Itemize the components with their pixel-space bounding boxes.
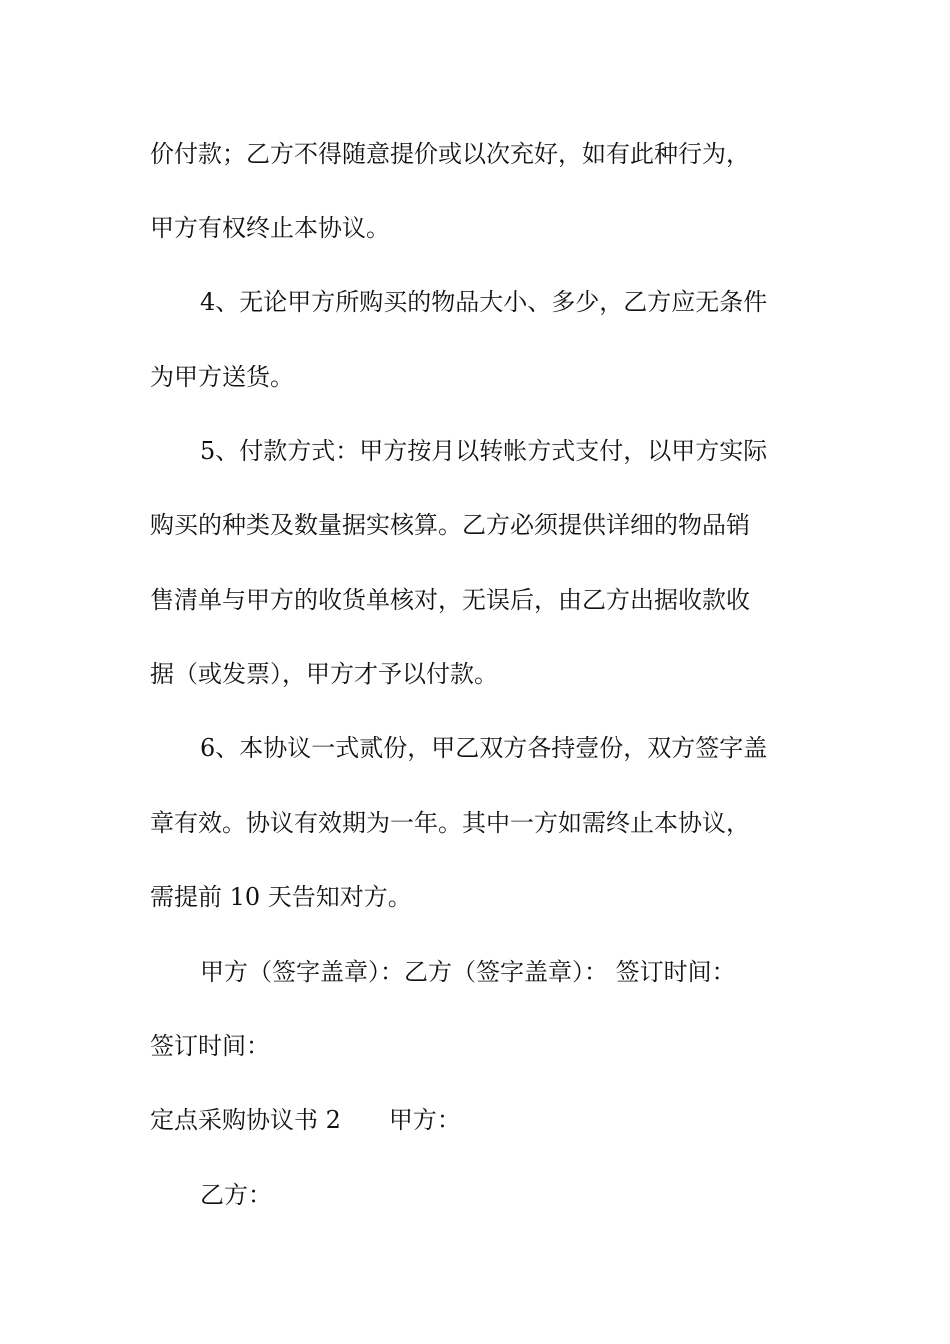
clause-6-line-1: 6、本协议一式贰份，甲乙双方各持壹份，双方签字盖 [200, 734, 768, 762]
clause-4-line-1: 4、无论甲方所购买的物品大小、多少，乙方应无条件 [200, 288, 768, 316]
clause-5-line-4: 据（或发票），甲方才予以付款。 [150, 660, 498, 688]
clause-5-line-1: 5、付款方式：甲方按月以转帐方式支付，以甲方实际 [200, 437, 768, 465]
clause-5-line-2: 购买的种类及数量据实核算。乙方必须提供详细的物品销 [150, 511, 750, 539]
signing-date-line: 签订时间： [150, 1032, 270, 1060]
signature-line: 甲方（签字盖章）：乙方（签字盖章）： 签订时间： [200, 958, 736, 986]
agreement-2-title-line: 定点采购协议书 2 甲方： [150, 1106, 461, 1134]
text-line-2: 甲方有权终止本协议。 [150, 214, 390, 242]
text-line-1: 价付款；乙方不得随意提价或以次充好，如有此种行为， [150, 140, 750, 168]
clause-5-line-3: 售清单与甲方的收货单核对，无误后，由乙方出据收款收 [150, 586, 750, 614]
party-b-line: 乙方： [200, 1181, 272, 1209]
clause-4-line-2: 为甲方送货。 [150, 363, 294, 391]
clause-6-line-2: 章有效。协议有效期为一年。其中一方如需终止本协议， [150, 809, 750, 837]
clause-6-line-3: 需提前 10 天告知对方。 [150, 883, 412, 911]
